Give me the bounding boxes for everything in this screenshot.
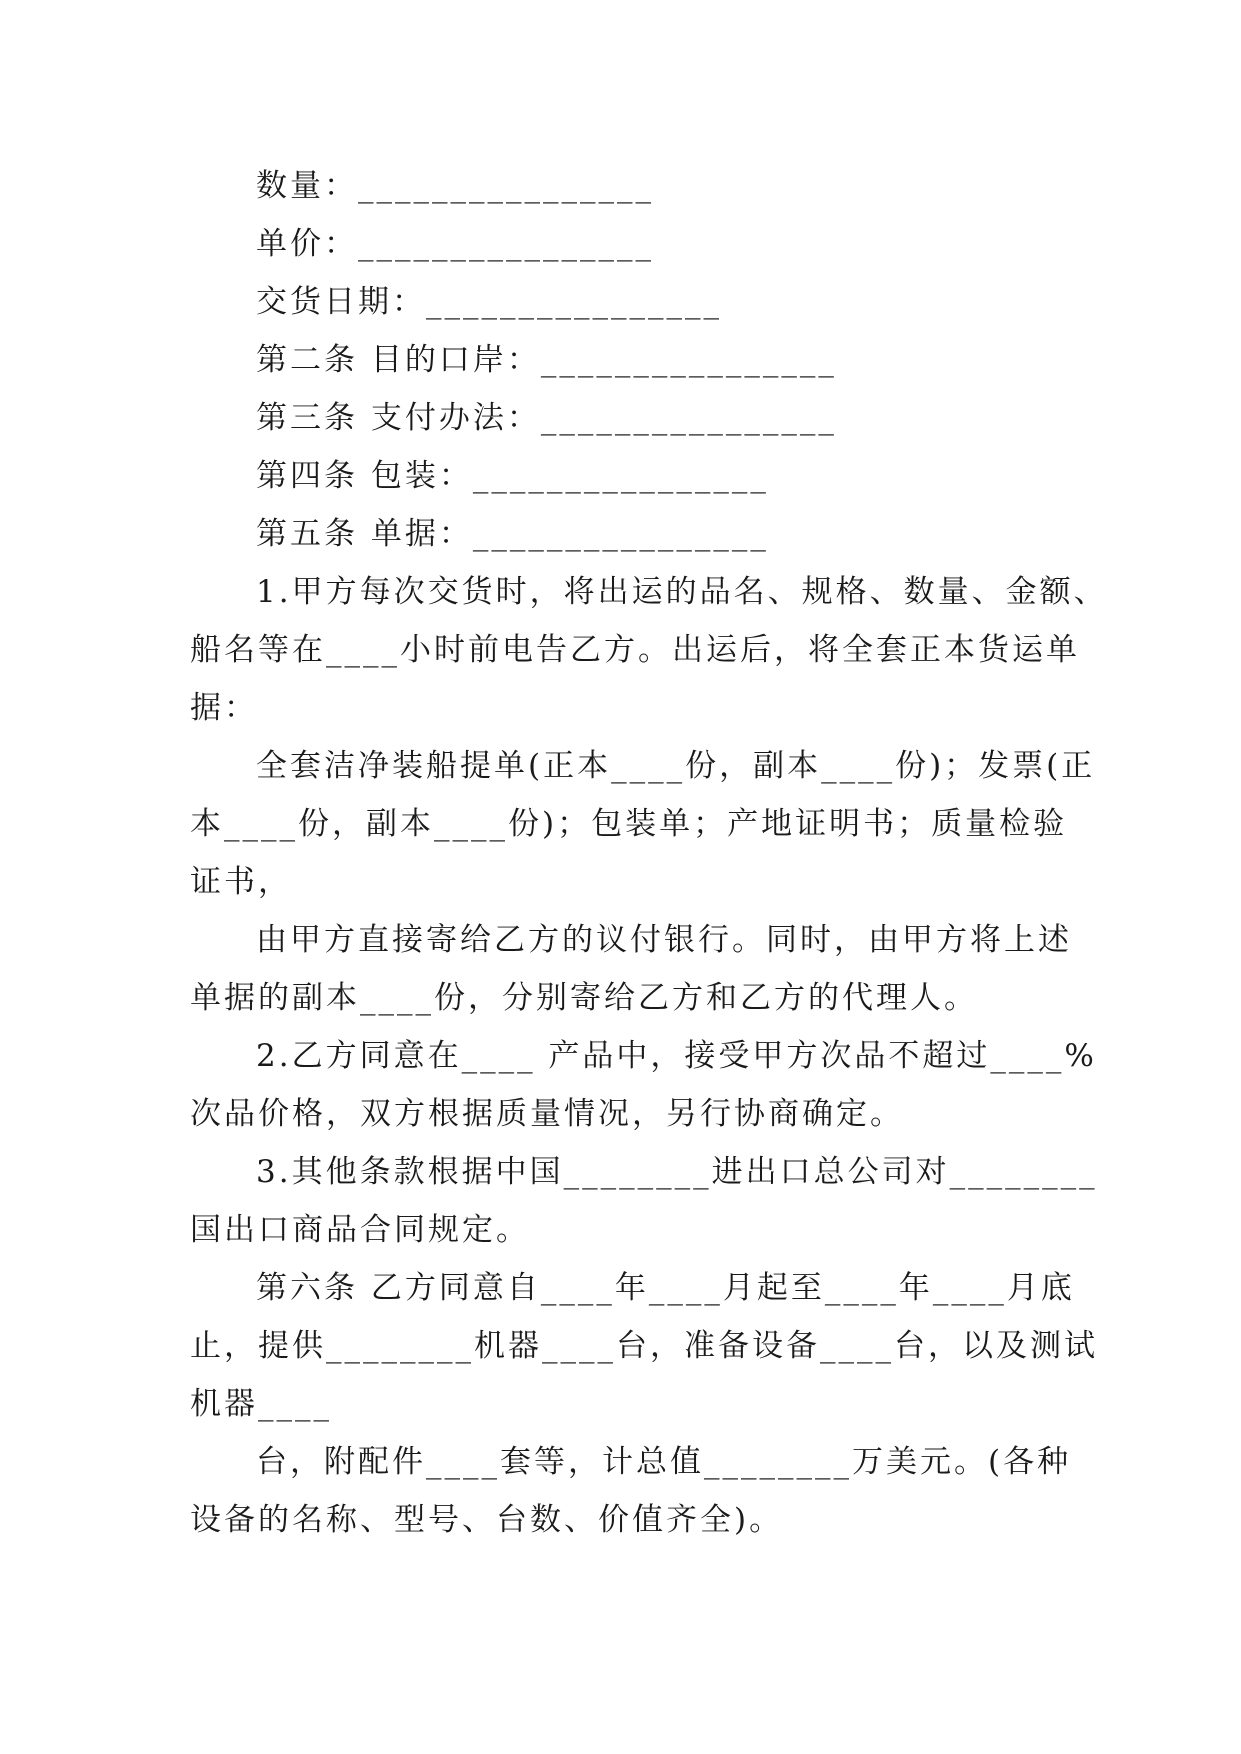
paragraph-line: 据： (190, 690, 258, 726)
paragraph-line: 全套洁净装船提单(正本____份，副本____份)；发票(正 (256, 748, 1096, 784)
article-3-payment: 第三条 支付办法：________________ (256, 400, 837, 436)
article-4-packing: 第四条 包装：________________ (256, 458, 769, 494)
paragraph-line: 国出口商品合同规定。 (190, 1212, 530, 1248)
paragraph-line: 本____份，副本____份)；包装单；产地证明书；质量检验 (190, 806, 1068, 842)
paragraph-line: 设备的名称、型号、台数、价值齐全)。 (190, 1502, 784, 1538)
paragraph-line: 1.甲方每次交货时，将出运的品名、规格、数量、金额、 (256, 574, 1108, 610)
paragraph-line: 机器____ (190, 1386, 332, 1422)
paragraph-line: 次品价格，双方根据质量情况，另行协商确定。 (190, 1096, 904, 1132)
paragraph-line: 止，提供________机器____台，准备设备____台，以及测试 (190, 1328, 1098, 1364)
field-unit-price: 单价：________________ (256, 226, 654, 262)
paragraph-line: 台，附配件____套等，计总值________万美元。(各种 (256, 1444, 1072, 1480)
article-6-line: 第六条 乙方同意自____年____月起至____年____月底 (256, 1270, 1075, 1306)
paragraph-line: 船名等在____小时前电告乙方。出运后，将全套正本货运单 (190, 632, 1080, 668)
paragraph-line: 单据的副本____份，分别寄给乙方和乙方的代理人。 (190, 980, 978, 1016)
paragraph-line: 2.乙方同意在____ 产品中，接受甲方次品不超过____% (256, 1038, 1097, 1074)
paragraph-line: 3.其他条款根据中国________进出口总公司对________ (256, 1154, 1098, 1190)
field-delivery-date: 交货日期：________________ (256, 284, 722, 320)
paragraph-line: 证书， (190, 864, 292, 900)
field-quantity: 数量：________________ (256, 168, 654, 204)
paragraph-line: 由甲方直接寄给乙方的议付银行。同时，由甲方将上述 (256, 922, 1072, 958)
article-5-documents: 第五条 单据：________________ (256, 516, 769, 552)
article-2-port: 第二条 目的口岸：________________ (256, 342, 837, 378)
